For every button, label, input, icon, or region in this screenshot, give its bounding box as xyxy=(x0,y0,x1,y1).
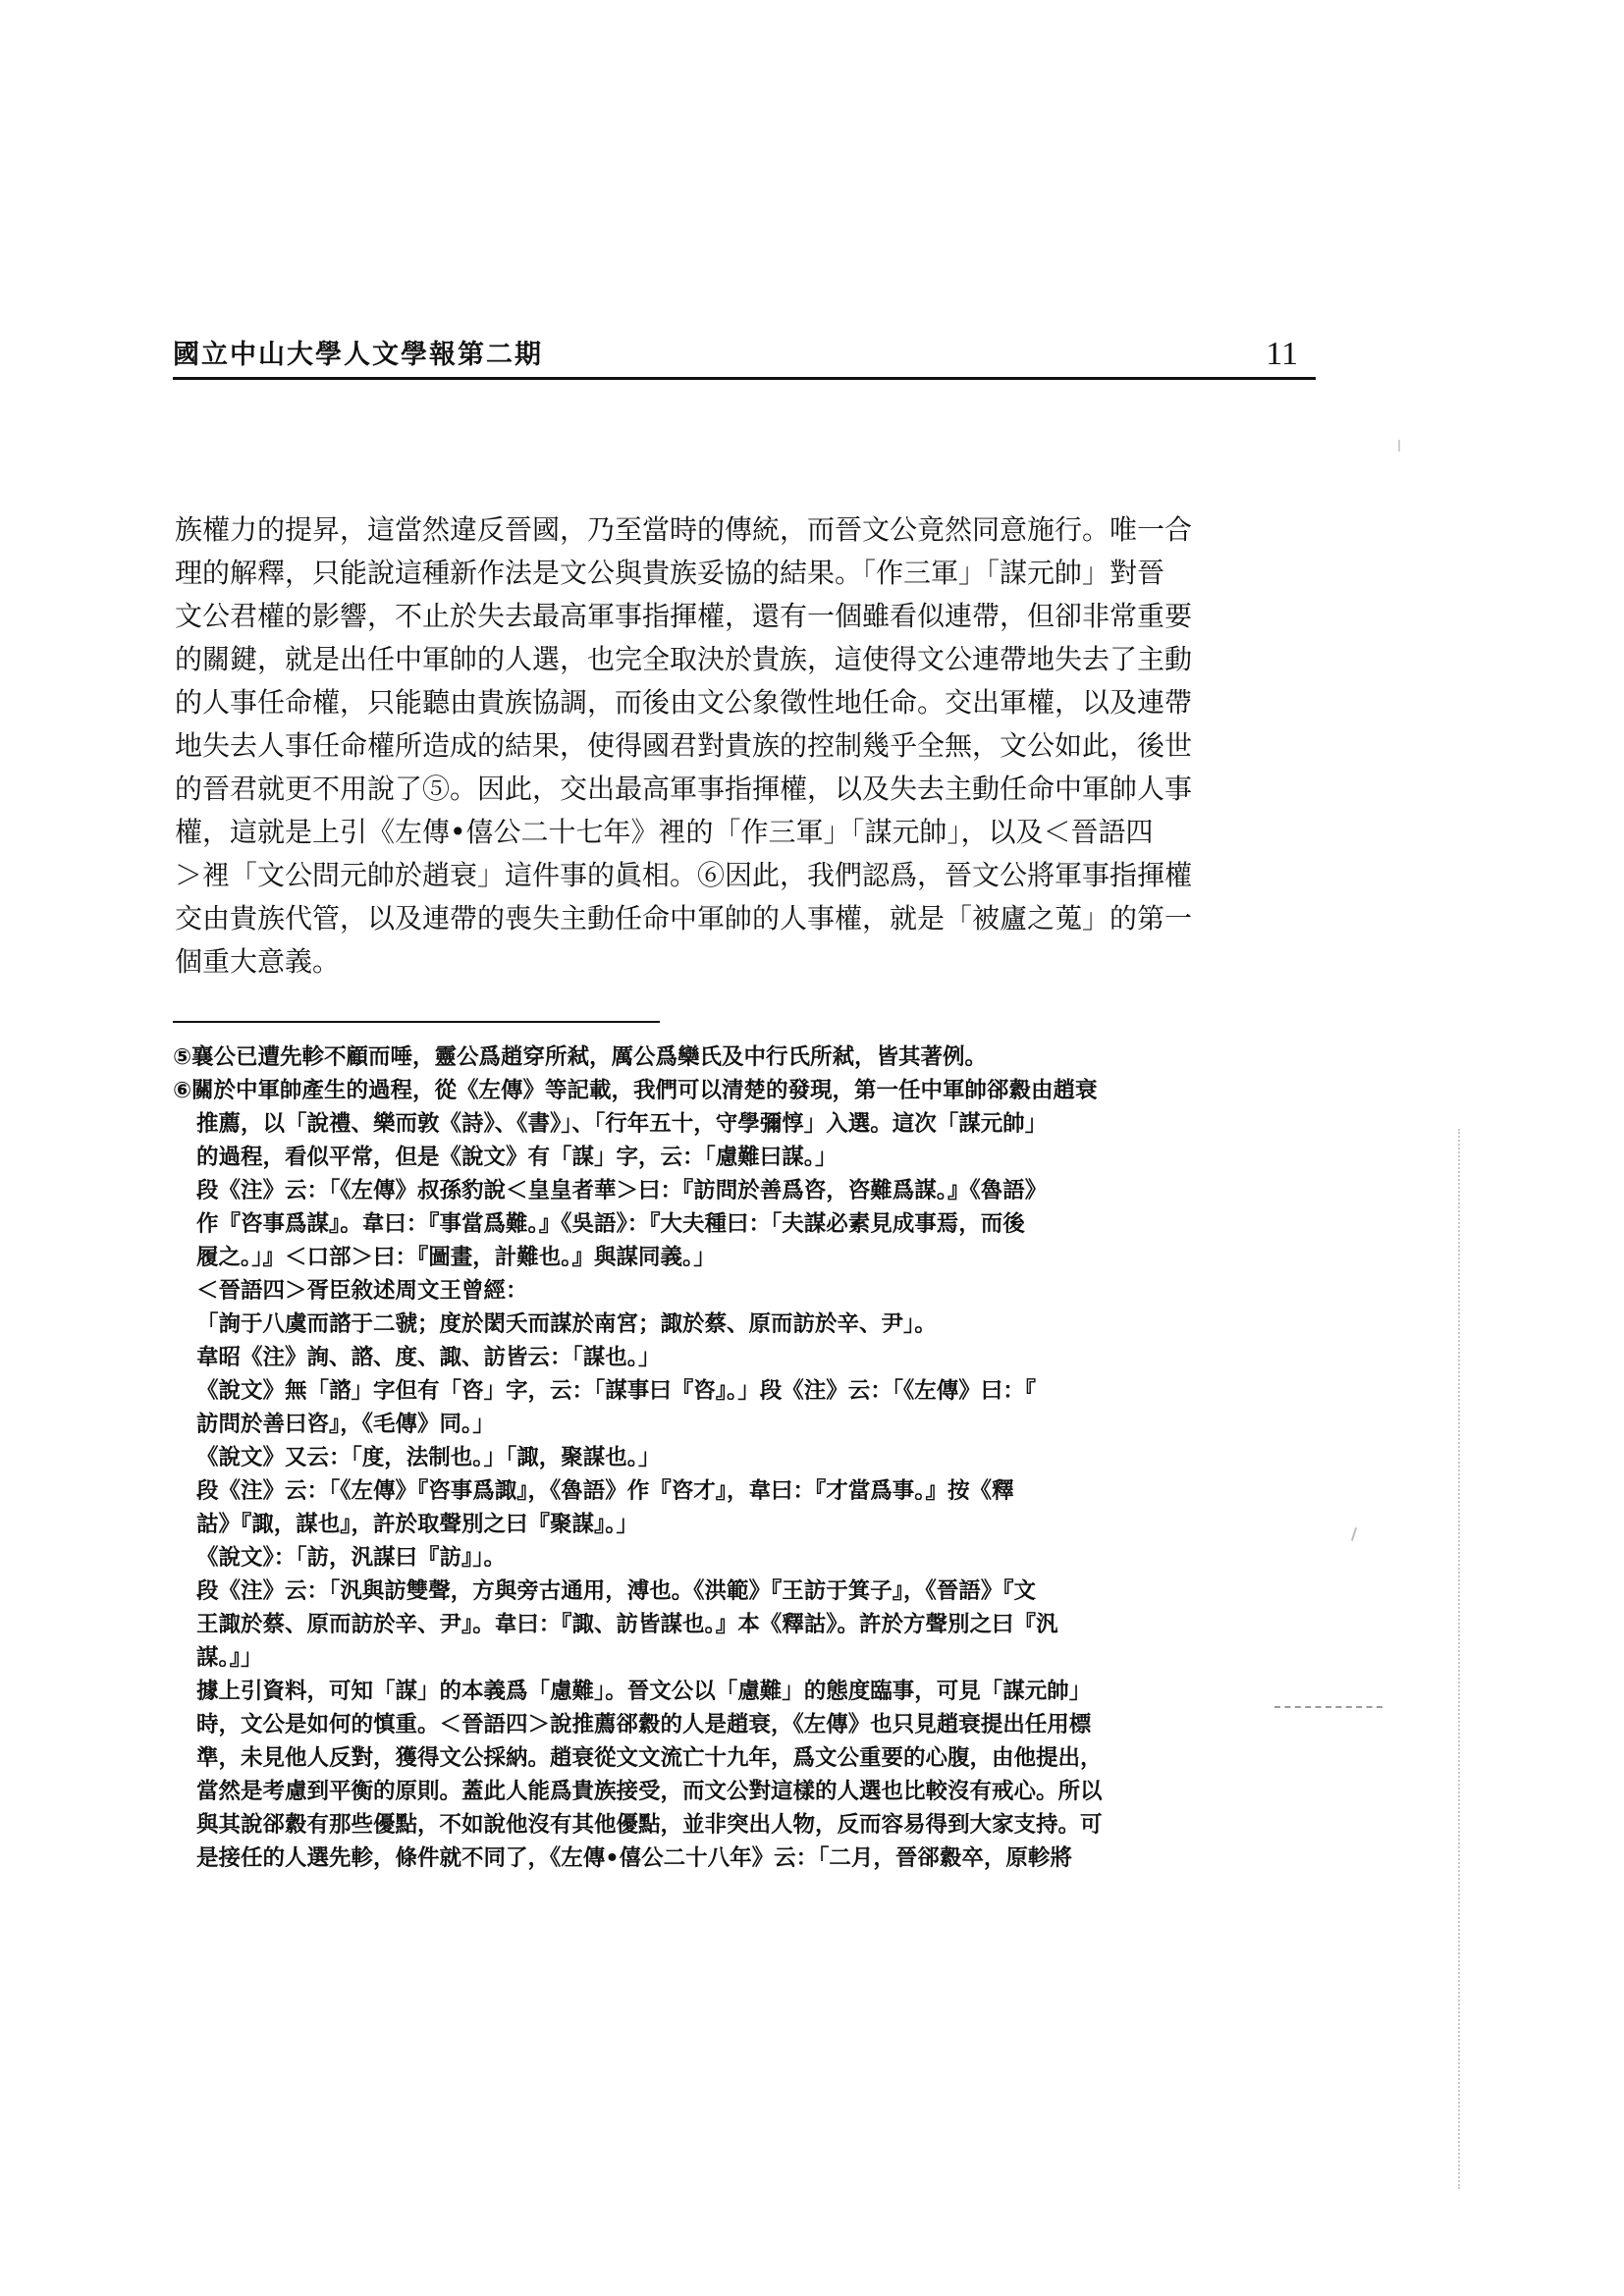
footnote-line: ⑥關於中軍帥產生的過程，從《左傳》等記載，我們可以清楚的發現，第一任中軍帥郤縠由趙衰 xyxy=(173,1078,1098,1103)
scan-artifact-speck xyxy=(1398,440,1400,452)
footnote-line: 《說文》：「訪，汎謀曰『訪』」。 xyxy=(196,1545,507,1571)
footnote-line: ⑤襄公已遭先軫不顧而唾，靈公爲趙穿所弒，厲公爲欒氏及中行氏所弒，皆其著例。 xyxy=(173,1044,988,1070)
footnote-line: ＜晉語四＞胥臣敘述周文王曾經： xyxy=(196,1278,528,1304)
footnote-line: 《說文》又云：「度，法制也。」「諏，聚謀也。」 xyxy=(196,1445,661,1470)
footnote-line: 「詢于八虞而諮于二虢；度於閎夭而謀於南宮；諏於蔡、原而訪於辛、尹」。 xyxy=(196,1311,937,1337)
body-line: 個重大意義。 xyxy=(175,945,341,978)
footnotes xyxy=(173,1041,1316,1875)
footnote-line: 王諏於蔡、原而訪於辛、尹』。韋曰：『諏、訪皆謀也。』本《釋詁》。許於方聲別之曰『汎 xyxy=(196,1612,1058,1637)
footnote-line: 謀。』」 xyxy=(196,1645,263,1671)
footnote-line: 履之。」』＜口部＞曰：『圖畫，計難也。』與謀同義。」 xyxy=(196,1245,716,1270)
footnote-line: 時，文公是如何的慎重。＜晉語四＞說推薦郤縠的人是趙衰，《左傳》也只見趙衰提出任用標 xyxy=(196,1712,1092,1737)
footnote-separator xyxy=(173,1021,660,1023)
footnote-line: 段《注》云：「汎與訪雙聲，方與旁古通用，溥也。《洪範》『王訪于箕子』，《晉語》『文 xyxy=(196,1578,1037,1604)
body-line: 族權力的提昇，這當然違反晉國，乃至當時的傳統，而晉文公竟然同意施行。唯一合 xyxy=(175,513,1193,546)
journal-title: 國立中山大學人文學報第二期 xyxy=(173,340,543,370)
footnote-line: 段《注》云：「《左傳》『咨事爲諏』，《魯語》作『咨才』，韋曰：『才當爲事。』按《釋 xyxy=(196,1478,1014,1504)
body-line: ＞裡「文公問元帥於趙衰」這件事的眞相。⑥因此，我們認爲，晉文公將軍事指揮權 xyxy=(175,859,1193,891)
footnote-line: 作『咨事爲謀』。韋曰：『事當爲難。』《吳語》：『大夫種曰：「夫謀必素見成事焉，而後 xyxy=(196,1211,1025,1237)
footnote-line: 推薦，以「說禮、樂而敦《詩》、《書》」、「行年五十，守學彌惇」入選。這次「謀元帥」 xyxy=(196,1111,1048,1137)
body-line: 文公君權的影響，不止於失去最高軍事指揮權，還有一個雖看似連帶，但卻非常重要 xyxy=(175,600,1193,632)
footnote-line: 段《注》云：「《左傳》叔孫豹說＜皇皇者華＞曰：『訪問於善爲咨，咨難爲謀。』《魯語》 xyxy=(196,1178,1048,1203)
body-line: 的關鍵，就是出任中軍帥的人選，也完全取決於貴族，這使得文公連帶地失去了主動 xyxy=(175,643,1193,675)
running-header xyxy=(173,334,1316,380)
footnote-line: 與其說郤縠有那些優點，不如說他沒有其他優點，並非突出人物，反而容易得到大家支持。可 xyxy=(196,1812,1103,1838)
footnote-line: 韋昭《注》詢、諮、度、諏、訪皆云：「謀也。」 xyxy=(196,1345,661,1370)
body-line: 地失去人事任命權所造成的結果，使得國君對貴族的控制幾乎全無，文公如此，後世 xyxy=(175,729,1193,762)
footnote-line: 當然是考慮到平衡的原則。蓋此人能爲貴族接受，而文公對這樣的人選也比較沒有戒心。所以 xyxy=(196,1779,1103,1804)
main-text xyxy=(175,508,1314,984)
body-line: 權，這就是上引《左傳•僖公二十七年》裡的「作三軍」「謀元帥」，以及＜晉語四 xyxy=(175,816,1154,848)
body-line: 的晉君就更不用說了⑤。因此，交出最高軍事指揮權，以及失去主動任命中軍帥人事 xyxy=(175,773,1193,805)
body-line: 理的解釋，只能說這種新作法是文公與貴族妥協的結果。「作三軍」「謀元帥」對晉 xyxy=(175,557,1165,589)
footnote-line: 的過程，看似平常，但是《說文》有「謀」字，云：「慮難曰謀。」 xyxy=(196,1145,838,1170)
footnote-line: 詁》『諏，謀也』，許於取聲別之曰『聚謀』。」 xyxy=(196,1512,639,1537)
footnote-line: 《說文》無「諮」字但有「咨」字，云：「謀事曰『咨』。」段《注》云：「《左傳》曰：『 xyxy=(196,1378,1037,1404)
footnote-line: 據上引資料，可知「謀」的本義爲「慮難」。晉文公以「慮難」的態度臨事，可見「謀元帥」 xyxy=(196,1679,1092,1704)
footnote-line: 訪問於善曰咨』，《毛傳》同。」 xyxy=(196,1412,495,1437)
page-number: 11 xyxy=(1266,336,1298,372)
footnote-line: 準，未見他人反對，獲得文公採納。趙衰從文文流亡十九年，爲文公重要的心腹，由他提出， xyxy=(196,1745,1103,1771)
scan-artifact-line xyxy=(1458,1129,1461,2189)
scan-artifact-dash xyxy=(1274,1706,1382,1708)
scan-artifact-mark xyxy=(1351,1527,1357,1541)
footnote-line: 是接任的人選先軫，條件就不同了，《左傳•僖公二十八年》云：「二月，晉郤縠卒，原軫將 xyxy=(196,1845,1072,1871)
body-line: 交由貴族代管，以及連帶的喪失主動任命中軍帥的人事權，就是「被廬之蒐」的第一 xyxy=(175,902,1193,934)
body-line: 的人事任命權，只能聽由貴族協調，而後由文公象徵性地任命。交出軍權，以及連帶 xyxy=(175,686,1193,719)
